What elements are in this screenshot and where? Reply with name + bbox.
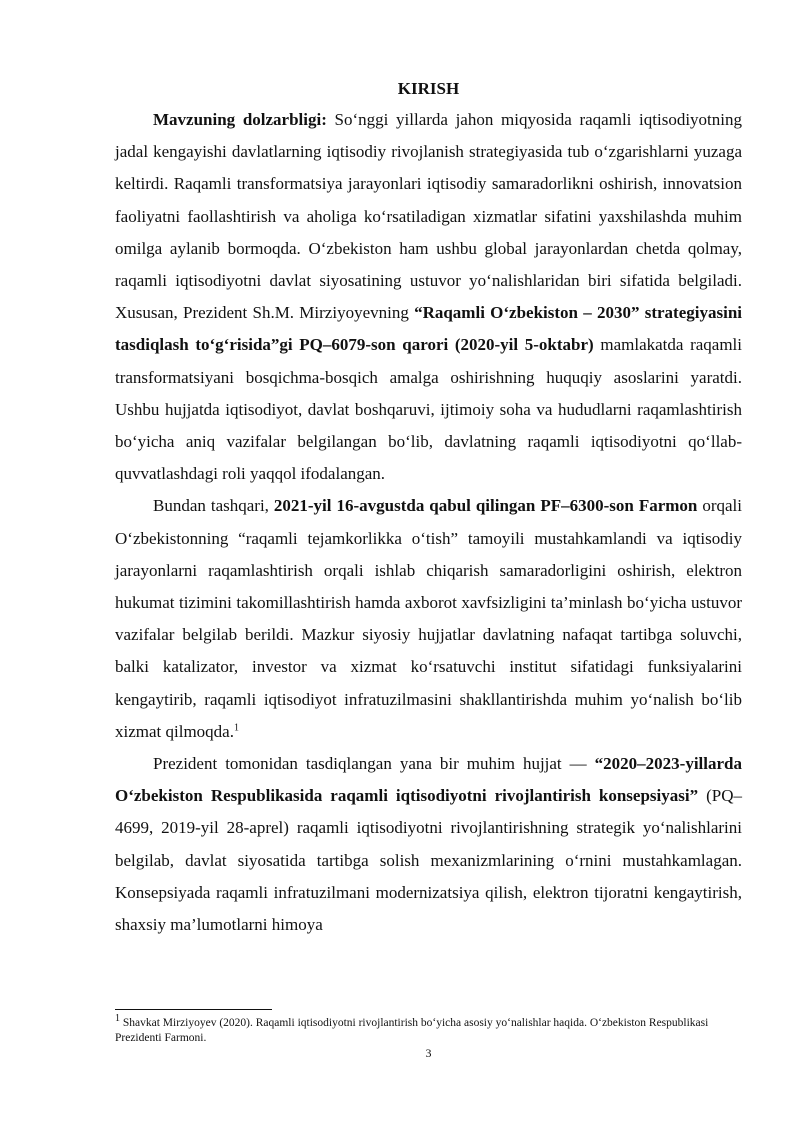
section-heading: KIRISH [397, 79, 460, 98]
paragraph-decree [115, 490, 742, 748]
footnote-reference[interactable]: 1 [233, 722, 239, 734]
footnote-marker: 1 [115, 1013, 120, 1025]
paragraph-run: “2020–2023-yillarda O‘zbekiston Respublikasida raqamli iqtisodiyotni rivojlantirish konsepsiyasi” [115, 754, 742, 806]
footnote [115, 1013, 742, 1046]
paragraph-concept [115, 748, 742, 941]
paragraph-run: “Raqamli O‘zbekiston – 2030” strategiyasini tasdiqlash to‘g‘risida”gi PQ–6079-son qarori (2020-yil 5-oktabr) [115, 303, 742, 355]
paragraph-run: 2021-yil 16-avgustda qabul qilingan PF–6300-son Farmon [273, 496, 698, 516]
paragraph-run: orqali O‘zbekistonning “raqamli tejamkorlikka o‘tish” tamoyili mustahkamlandi va iqtisodiy jarayonlarni raqamlashtirish orqali ishlab chiqarish samaradorligini oshirish, elektron hukumat tizimini takomillashtirish hamda axborot xavfsizligini ta’minlash bo‘yicha ustuvor vazifalar belgilab berildi. Mazkur siyosiy hujjatlar davlatning nafaqat tartibga soluvchi, balki katalizator, investor va xizmat ko‘rsatuvchi institut sifatidagi funksiyalarini kengaytirib, raqamli iqtisodiyot infratuzilmasini shakllantirishda muhim yo‘nalish bo‘lib xizmat qilmoqda. [115, 496, 742, 741]
paragraph-run: Mavzuning dolzarbligi: [153, 110, 327, 129]
paragraph-run: Prezident tomonidan tasdiqlangan yana bir muhim hujjat — [153, 754, 595, 774]
paragraph-relevance [115, 104, 742, 490]
footnote-divider [115, 1009, 272, 1010]
paragraph-run: mamlakatda raqamli transformatsiyani bosqichma-bosqich amalga oshirishning huquqiy asoslarini yaratdi. Ushbu hujjatda iqtisodiyot, davlat boshqaruvi, ijtimoiy soha va hududlarni raqamlashtirish bo‘yicha aniq vazifalar belgilangan bo‘lib, davlatning raqamli iqtisodiyotni qo‘llab-quvvatlashdagi roli yaqqol ifodalangan. [115, 335, 743, 484]
body-text [115, 104, 742, 941]
page-number: 3 [425, 1046, 432, 1060]
paragraph-run: (PQ–4699, 2019-yil 28-aprel) raqamli iqtisodiyotni rivojlantirishning strategik yo‘nalishlarini belgilab, davlat siyosatida tartibga solish mexanizmlarining o‘rnini mustahkamlagan. Konsepsiyada raqamli infratuzilmani modernizatsiya qilish, elektron tijoratni kengaytirish, shaxsiy ma’lumotlarni himoya [115, 786, 742, 935]
paragraph-run: Bundan tashqari, [153, 496, 274, 516]
paragraph-run: So‘nggi yillarda jahon miqyosida raqamli iqtisodiyotning jadal kengayishi davlatlarning iqtisodiy rivojlanish strategiyasida tub o‘zgarishlarni yuzaga keltirdi. Raqamli transformatsiya jarayonlari iqtisodiy samaradorlikni oshirish, innovatsion faoliyatni faollashtirish va aholiga ko‘rsatiladigan xizmatlar sifatini yaxshilashda muhim omilga aylanib bormoqda. O‘zbekiston ham ushbu global jarayonlardan chetda qolmay, raqamli iqtisodiyotni davlat siyosatining ustuvor yo‘nalishlaridan biri sifatida belgiladi. Xususan, Prezident Sh.M. Mirziyoyevning [115, 110, 742, 323]
footnote-text: Shavkat Mirziyoyev (2020). Raqamli iqtisodiyotni rivojlantirish bo‘yicha asosiy yo‘nalishlar haqida. O‘zbekiston Respublikasi Prezidenti Farmoni. [115, 1017, 709, 1044]
